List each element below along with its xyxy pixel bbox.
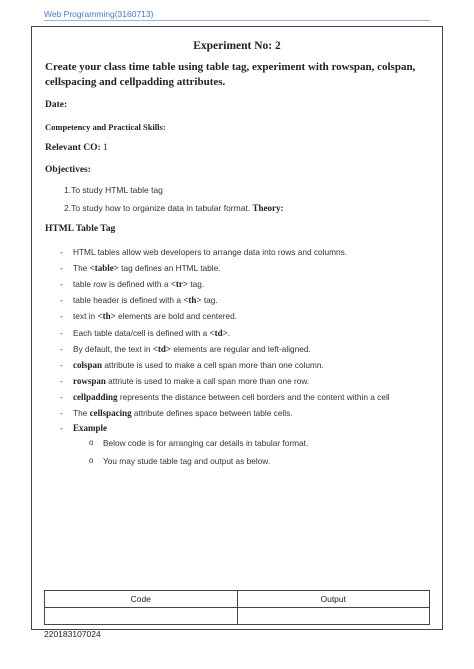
bullet-text-post: tag defines an HTML table. <box>118 263 221 274</box>
bullet-text-bold: <table> <box>89 263 119 274</box>
objective-item <box>64 185 163 195</box>
experiment-title: Experiment No: 2 <box>193 40 281 52</box>
relevant-co-text: Relevant CO: <box>45 143 101 153</box>
bullet-text-bold: cellspacing <box>89 408 132 418</box>
circle-bullet-icon: o <box>89 456 94 465</box>
bullet-text-post: tag. <box>201 295 218 306</box>
theory-label: Theory: <box>252 203 284 213</box>
section-heading: HTML Table Tag <box>45 224 116 234</box>
dash-bullet: - <box>60 408 63 418</box>
bullet-text-bold: <tr> <box>170 279 189 290</box>
bullet-text-bold: rowspan <box>73 375 106 386</box>
bullet-text-post: elements are bold and centered. <box>115 311 238 322</box>
bullet-text <box>73 279 204 289</box>
example-subitem-text: You may stude table tag and output as below. <box>103 456 271 466</box>
output-column-header: Output <box>237 591 430 608</box>
output-cell <box>237 608 430 625</box>
bullet-text-pre: text in <box>73 311 98 322</box>
objectives-label: Objectives: <box>45 165 91 175</box>
bullet-text-post: attribute is used to make a cell span more than one column. <box>102 359 324 370</box>
bullet-text-bold: <th> <box>97 311 116 322</box>
bullet-text-post: elements are regular and left-aligned. <box>171 343 311 354</box>
dash-bullet: - <box>60 359 63 370</box>
bullet-text <box>73 247 347 257</box>
bullet-text-post: tag. <box>188 279 205 290</box>
code-cell <box>45 608 238 625</box>
bullet-text <box>73 376 309 386</box>
example-label: Example <box>73 423 108 433</box>
circle-bullet-icon: o <box>89 438 94 447</box>
dash-bullet: - <box>60 327 63 338</box>
objective-item <box>64 203 284 213</box>
header-divider <box>44 20 430 21</box>
bullet-text <box>73 392 390 402</box>
bullet-text <box>73 295 218 305</box>
bullet-text <box>73 360 324 370</box>
dash-bullet: - <box>60 263 63 274</box>
bullet-text-pre: Each table data/cell is defined with a <box>73 327 210 338</box>
experiment-question: Create your class time table using table tag, experiment with rowspan, colspan, cellspacing and cellpadding attributes. <box>45 61 416 88</box>
dash-bullet: - <box>60 375 63 386</box>
code-column-header: Code <box>45 591 238 608</box>
dash-bullet: - <box>60 343 63 354</box>
enrollment-number: 220183107024 <box>44 629 101 639</box>
dash-bullet: - <box>60 295 63 306</box>
date-label: Date: <box>45 100 68 110</box>
running-header: Web Programming(3160713) <box>44 9 154 19</box>
competency-label: Competency and Practical Skills: <box>45 122 166 132</box>
bullet-text-post: . <box>227 327 231 338</box>
code-output-table <box>44 590 430 625</box>
dash-bullet: - <box>60 247 63 257</box>
dash-bullet: - <box>60 311 63 322</box>
bullet-text-pre: The <box>73 408 90 418</box>
bullet-text <box>73 344 311 354</box>
bullet-text-pre: table header is defined with a <box>73 295 184 306</box>
bullet-text <box>73 311 237 321</box>
objective-text: 1.To study HTML table tag <box>64 185 163 195</box>
relevant-co-label <box>45 143 108 153</box>
bullet-text <box>73 263 221 273</box>
dash-bullet: - <box>60 279 63 290</box>
bullet-text-post: represents the distance between cell borders and the content within a cell <box>117 391 390 402</box>
dash-bullet: - <box>60 391 63 402</box>
bullet-text-bold: colspan <box>73 359 103 370</box>
bullet-text-pre: table row is defined with a <box>73 279 171 290</box>
example-subitem-text: Below code is for arranging car details in tabular format. <box>103 438 309 448</box>
bullet-text-post: attriute is used to make a call span more than one row. <box>105 375 310 386</box>
dash-bullet: - <box>60 423 63 433</box>
bullet-text-bold: cellpadding <box>73 391 118 402</box>
bullet-text-pre: HTML tables allow web developers to arrange data into rows and columns. <box>73 247 348 257</box>
objective-text: 2.To study how to organize data in tabular format. <box>64 203 251 213</box>
bullet-text-post: attribute defines space between table cells. <box>131 408 293 418</box>
bullet-text <box>73 328 230 338</box>
bullet-text-pre: The <box>73 263 90 274</box>
bullet-text <box>73 408 293 418</box>
bullet-text-bold: <th> <box>183 295 202 306</box>
bullet-text-pre: By default, the text in <box>73 343 153 354</box>
bullet-text-bold: <td> <box>152 343 172 354</box>
relevant-co-value: 1 <box>103 143 108 153</box>
bullet-text-bold: <td> <box>209 327 228 338</box>
